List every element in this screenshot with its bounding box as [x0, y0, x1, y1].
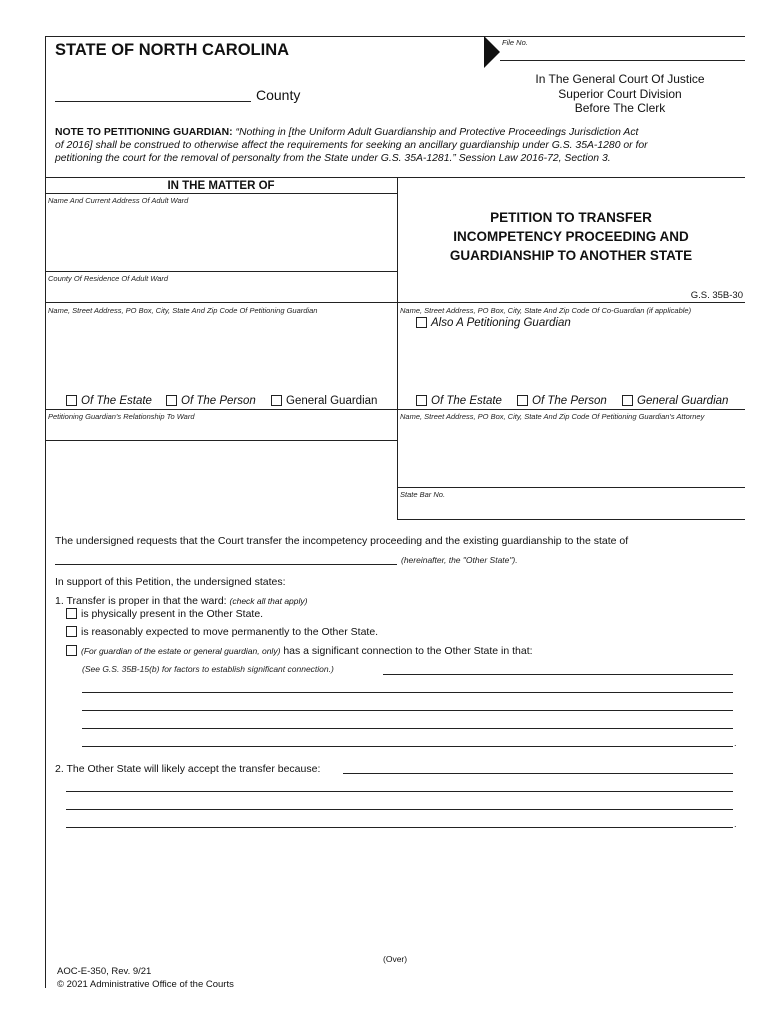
statute-reference: G.S. 35B-30 [690, 290, 743, 301]
connection-checkbox[interactable] [66, 645, 77, 656]
connection-hint: (For guardian of the estate or general guardian, only) [81, 646, 281, 656]
copyright: © 2021 Administrative Office of the Courts [57, 979, 234, 990]
guardian-type-row-person [166, 395, 256, 407]
connection-line-2[interactable] [82, 692, 733, 693]
item-1-label: 1. Transfer is proper in that the ward: [55, 595, 227, 607]
option-move [66, 626, 378, 638]
matter-top-border [45, 177, 745, 178]
general-checkbox[interactable] [271, 395, 282, 406]
option-connection [66, 645, 533, 657]
state-bar-label: State Bar No. [400, 490, 446, 499]
connection-label: has a significant connection to the Other State in that: [283, 645, 533, 657]
petition-title-line-3: GUARDIANSHIP TO ANOTHER STATE [449, 248, 693, 263]
file-no-field[interactable] [500, 60, 745, 61]
petition-title-line-1: PETITION TO TRANSFER [490, 210, 652, 225]
connection-ref: (See G.S. 35B-15(b) for factors to establish significant connection.) [82, 664, 334, 674]
other-state-note: (hereinafter, the "Other State"). [401, 555, 518, 565]
file-no-label: File No. [502, 38, 528, 47]
accept-line-4[interactable] [66, 827, 733, 828]
item-1-hint: (check all that apply) [229, 596, 308, 606]
ward-address-label: Name And Current Address Of Adult Ward [48, 196, 189, 205]
coguardian-address-field[interactable] [398, 334, 744, 392]
connection-line-1[interactable] [383, 674, 733, 675]
connection-line-5[interactable] [82, 746, 733, 747]
present-checkbox[interactable] [66, 608, 77, 619]
item-1 [55, 595, 307, 607]
county-label: County [256, 87, 301, 103]
accept-line-3[interactable] [66, 809, 733, 810]
relationship-field[interactable] [46, 422, 396, 439]
connection-period: . [734, 738, 737, 748]
state-title: STATE OF NORTH CAROLINA [55, 41, 290, 59]
estate-label: Of The Estate [81, 395, 152, 407]
guardian-type-row-general [271, 395, 377, 407]
court-line-1: In The General Court Of Justice [535, 72, 705, 86]
form-number: AOC-E-350, Rev. 9/21 [57, 966, 152, 977]
co-general-label: General Guardian [637, 395, 729, 407]
accept-line-2[interactable] [66, 791, 733, 792]
ward-box-bottom [45, 271, 397, 272]
support-intro: In support of this Petition, the undersigned states: [55, 576, 286, 588]
county-residence-label: County Of Residence Of Adult Ward [48, 274, 169, 283]
move-checkbox[interactable] [66, 626, 77, 637]
also-petitioning-row [416, 317, 571, 329]
coguardian-label: Name, Street Address, PO Box, City, State And Zip Code Of Co-Guardian (if applicable) [400, 306, 692, 315]
note-to-guardian [55, 126, 745, 165]
court-line-2: Superior Court Division [558, 86, 682, 101]
state-bar-top [397, 487, 745, 488]
guardian-row-bottom [45, 409, 745, 410]
attorney-label: Name, Street Address, PO Box, City, State And Zip Code Of Petitioning Guardian's Attorney [400, 412, 705, 421]
file-no-marker-icon [484, 36, 500, 68]
request-line: The undersigned requests that the Court transfer the incompetency proceeding and the existing guardianship to the state of [55, 535, 629, 547]
petition-title-line-2: INCOMPETENCY PROCEEDING AND [453, 229, 689, 244]
guardian-address-field[interactable] [46, 316, 396, 392]
connection-line-3[interactable] [82, 710, 733, 711]
other-state-field[interactable] [55, 564, 397, 565]
note-line-2: of 2016] shall be construed to otherwise affect the requirements for seeking an ancillary guardianship under G.S. 35A-1280 or for [55, 140, 648, 151]
over-note: (Over) [383, 954, 408, 964]
co-guardian-type-row-person [517, 395, 607, 407]
co-general-checkbox[interactable] [622, 395, 633, 406]
matter-heading-underline [45, 193, 397, 194]
co-guardian-type-row [416, 395, 502, 407]
person-label: Of The Person [181, 395, 256, 407]
guardian-row-top [45, 302, 745, 303]
top-border [45, 36, 745, 37]
county-field[interactable] [55, 101, 251, 102]
co-estate-checkbox[interactable] [416, 395, 427, 406]
state-bar-field[interactable] [398, 500, 744, 518]
estate-checkbox[interactable] [66, 395, 77, 406]
option-present [66, 608, 263, 620]
accept-period: . [734, 819, 737, 829]
present-label: is physically present in the Other State. [81, 608, 264, 620]
co-guardian-type-row-general [622, 395, 728, 407]
also-petitioning-label: Also A Petitioning Guardian [431, 317, 571, 329]
county-residence-field[interactable] [46, 284, 396, 301]
petition-title [397, 208, 745, 265]
matter-bottom-border [397, 519, 745, 520]
matter-heading: IN THE MATTER OF [167, 180, 275, 192]
co-person-checkbox[interactable] [517, 395, 528, 406]
connection-line-4[interactable] [82, 728, 733, 729]
note-line-3: petitioning the court for the removal of personalty from the State under G.S. 35A-1281.” Session Law 2016-72, Section 3. [55, 153, 611, 164]
attorney-address-field[interactable] [398, 422, 744, 486]
note-label: NOTE TO PETITIONING GUARDIAN: [55, 127, 233, 138]
relationship-label: Petitioning Guardian's Relationship To Ward [48, 412, 195, 421]
item-2: 2. The Other State will likely accept the transfer because: [55, 763, 321, 775]
accept-line-1[interactable] [343, 773, 733, 774]
move-label: is reasonably expected to move permanently to the Other State. [81, 626, 379, 638]
guardian-address-label: Name, Street Address, PO Box, City, State And Zip Code Of Petitioning Guardian [48, 306, 318, 315]
also-petitioning-checkbox[interactable] [416, 317, 427, 328]
left-border [45, 36, 46, 988]
general-label: General Guardian [286, 395, 378, 407]
note-line-1: “Nothing in [the Uniform Adult Guardianship and Protective Proceedings Jurisdiction Act [235, 127, 639, 138]
ward-address-field[interactable] [46, 206, 396, 270]
court-line-3: Before The Clerk [574, 101, 666, 115]
co-estate-label: Of The Estate [431, 395, 502, 407]
court-designation [490, 72, 750, 116]
guardian-type-row [66, 395, 152, 407]
relationship-underline [45, 440, 397, 441]
co-person-label: Of The Person [532, 395, 607, 407]
person-checkbox[interactable] [166, 395, 177, 406]
